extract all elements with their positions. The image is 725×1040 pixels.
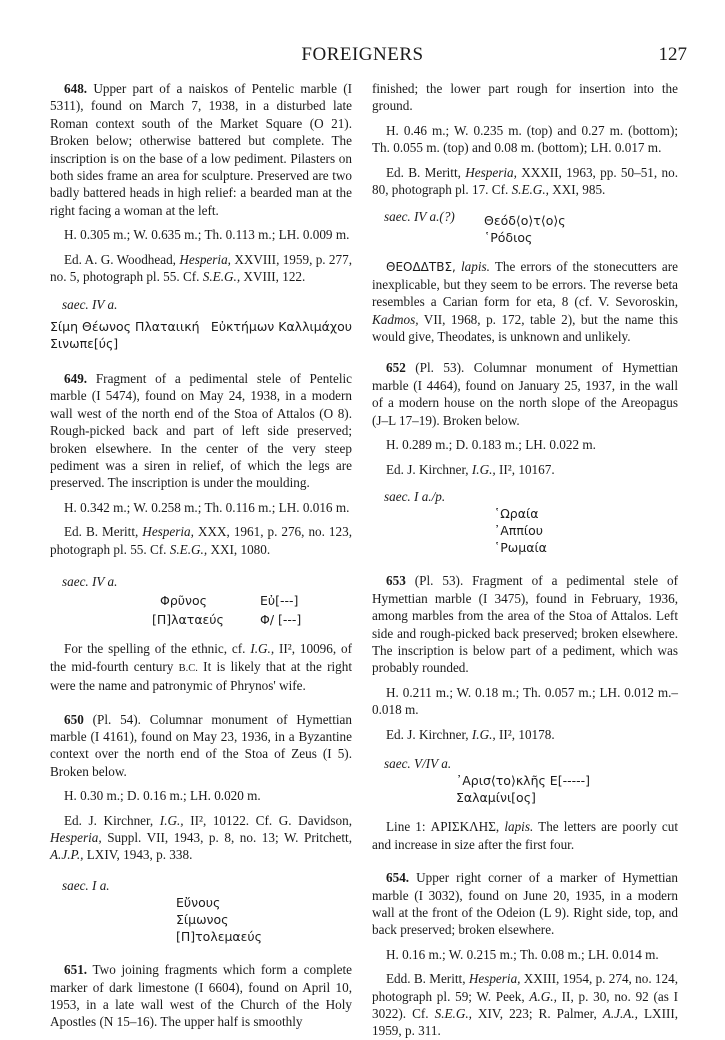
dimensions: H. 0.16 m.; W. 0.215 m.; Th. 0.08 m.; LH. 0.014 m. (386, 946, 659, 962)
dimensions: H. 0.211 m.; W. 0.18 m.; Th. 0.057 m.; LH. 0.012 m.–0.018 m. (372, 684, 678, 718)
entry-653 (372, 572, 678, 853)
inscription-text: ῾Ωραία ᾿Αππίου ῾Ρωμαία (494, 506, 547, 556)
date-label: saec. IV a. (62, 297, 118, 313)
entry-number: 650 (64, 711, 84, 727)
dimensions: H. 0.342 m.; W. 0.258 m.; Th. 0.116 m.; LH. 0.016 m. (64, 499, 350, 515)
edition: Ed. J. Kirchner, I.G., II², 10178. (386, 726, 555, 742)
entry-description: 654. Upper right corner of a marker of Hymettian marble (I 3032), found on June 20, 1935, in a modern wall at the front of the Odeion (L 9). Right side, top, and back preserved; broken elsewhere. (372, 870, 679, 938)
entry-648 (50, 80, 352, 352)
edition: Ed. J. Kirchner, I.G., II², 10122. Cf. G. Davidson, Hesperia, Suppl. VII, 1943, p. 8, no. 13; W. Pritchett, A.J.P., LXIV, 1943, p. 338. (50, 812, 353, 863)
edition: Ed. A. G. Woodhead, Hesperia, XXVIII, 1959, p. 277, no. 5, photograph pl. 55. Cf. S.E.G., XVIII, 122. (50, 251, 353, 285)
entry-number: 653 (386, 573, 406, 589)
entry-650 (50, 711, 352, 946)
date-label: saec. I a. (62, 877, 110, 893)
right-column (372, 80, 678, 1040)
date-label: saec. IV a.(?) (384, 209, 455, 225)
inscription-text: Θεόδ⟨ο⟩τ⟨ο⟩ς ῾Ρόδιος (484, 212, 566, 245)
edition: Ed. B. Meritt, Hesperia, XXX, 1961, p. 276, no. 123, photograph pl. 55. Cf. S.E.G., XXI, 1080. (50, 524, 352, 557)
entry-description: 650 (Pl. 54). Columnar monument of Hymettian marble (I 4161), found on May 23, 1936, in a Byzantine context over the north end of the Stoa of Zeus (I 5). Broken below. (50, 711, 352, 779)
entry-description: 652 (Pl. 53). Columnar monument of Hymettian marble (I 4464), found on January 25, 1937, in the wall of a modern house on the north slope of the Areopagus (J–L 17–19). Broken below. (372, 360, 679, 428)
edition: Edd. B. Meritt, Hesperia, XXIII, 1954, p. 274, no. 124, photograph pl. 59; W. Peek, A.G., II, p. 30, no. 92 (as I 3022). Cf. S.E.G., XIV, 223; R. Palmer, A.J.A., LXIII, 1959, p. 311. (372, 971, 679, 1039)
entry-number: 649. (64, 370, 88, 386)
page-number: 127 (658, 44, 687, 65)
date-label: saec. IV a. (62, 573, 118, 589)
entry-651 (50, 961, 352, 1031)
inscription-text: Φρῦνος Εὐ[---] [Π]λαταεύς Φ/ [---] (152, 593, 302, 628)
running-header (0, 44, 725, 68)
commentary: Line 1: ΑΡΙΣΚΛΗΣ, lapis. The letters are poorly cut and increase in size after the first four. (372, 819, 679, 852)
entry-651-continued (372, 80, 678, 345)
entry-description: 653 (Pl. 53). Fragment of a pedimental stele of Hymettian marble (I 3475), found in February, 1936, among marbles from the area of the Stoa of Attalos. Left side and rough-picked back preserved; broken elsewhere. The inscription is below part of a pediment, which was probably rounded. (372, 573, 679, 676)
entry-number: 651. (64, 962, 88, 978)
dimensions: H. 0.46 m.; W. 0.235 m. (top) and 0.27 m. (bottom); Th. 0.055 m. (top) and 0.08 m. (bottom); LH. 0.017 m. (372, 122, 678, 156)
commentary: For the spelling of the ethnic, cf. I.G., II², 10096, of the mid-fourth century B.C. It is likely that at the right were the name and patronymic of Phrynos' wife. (50, 641, 353, 694)
entry-654 (372, 869, 678, 1040)
dimensions: H. 0.289 m.; D. 0.183 m.; LH. 0.022 m. (386, 437, 596, 453)
entry-number: 654. (386, 870, 410, 886)
dimensions: H. 0.30 m.; D. 0.16 m.; LH. 0.020 m. (64, 788, 261, 804)
date-label: saec. V/IV a. (384, 755, 452, 771)
entry-description: finished; the lower part rough for insertion into the ground. (372, 81, 678, 114)
inscription-text: Σίμη Θέωνος Πλαταιική Εὐκτήμων Καλλιμάχου Σινωπε[ύς] (50, 318, 352, 351)
edition: Ed. J. Kirchner, I.G., II², 10167. (386, 461, 555, 477)
edition: Ed. B. Meritt, Hesperia, XXXII, 1963, pp. 50–51, no. 80, photograph pl. 17. Cf. S.E.G., XXI, 985. (372, 164, 678, 198)
inscription-text: Εὔνους Σίμωνος [Π]τολεμαεύς (176, 895, 262, 945)
entry-652 (372, 359, 678, 556)
date-label: saec. I a./p. (384, 488, 446, 504)
entry-number: 652 (386, 360, 406, 376)
entry-649 (50, 370, 352, 695)
entry-description: 648. Upper part of a naiskos of Pentelic marble (I 5311), found on March 7, 1938, in a disturbed late Roman context south of the Market Square (O 21). Broken below; otherwise battered but complete. The inscription is on the base of a low pediment. Pilasters on both sides frame an area for sculpture. Preserved are two badly battered heads in high relief: a bearded man at the right facing a woman at the left. (50, 81, 352, 218)
inscription-text: ᾿Αρισ⟨το⟩κλῆς Ε[-----] Σαλαμίνι[ος] (456, 773, 591, 806)
running-title: FOREIGNERS (301, 44, 424, 65)
commentary: ΘΕΟΔΔΤΒΣ, lapis. The errors of the stonecutters are inexplicable, but they seem to be errors. The reverse beta resembles a Carian form for eta, 8 (cf. V. Sevoroskin, Kadmos, VII, 1968, p. 172, table 2), but the name this would give, Theodates, is unknown and unlikely. (372, 258, 678, 345)
entry-description: 649. Fragment of a pedimental stele of Pentelic marble (I 5474), found on May 24, 1938, in a modern wall west of the north end of the Stoa of Attalos (O 8). Rough-picked back and part of left side preserved; broken elsewhere. In the center of the very steep pediment was a siren in relief, of which the legs are preserved. The inscription is under the moulding. (50, 370, 352, 491)
left-column (50, 80, 352, 1031)
entry-description: 651. Two joining fragments which form a complete marker of dark limestone (I 6604), found on April 10, 1953, in a late wall west of the Church of the Holy Apostles (N 15–16). The upper half is smoothly (50, 962, 352, 1030)
entry-number: 648. (64, 81, 88, 96)
dimensions: H. 0.305 m.; W. 0.635 m.; Th. 0.113 m.; LH. 0.009 m. (64, 227, 350, 243)
